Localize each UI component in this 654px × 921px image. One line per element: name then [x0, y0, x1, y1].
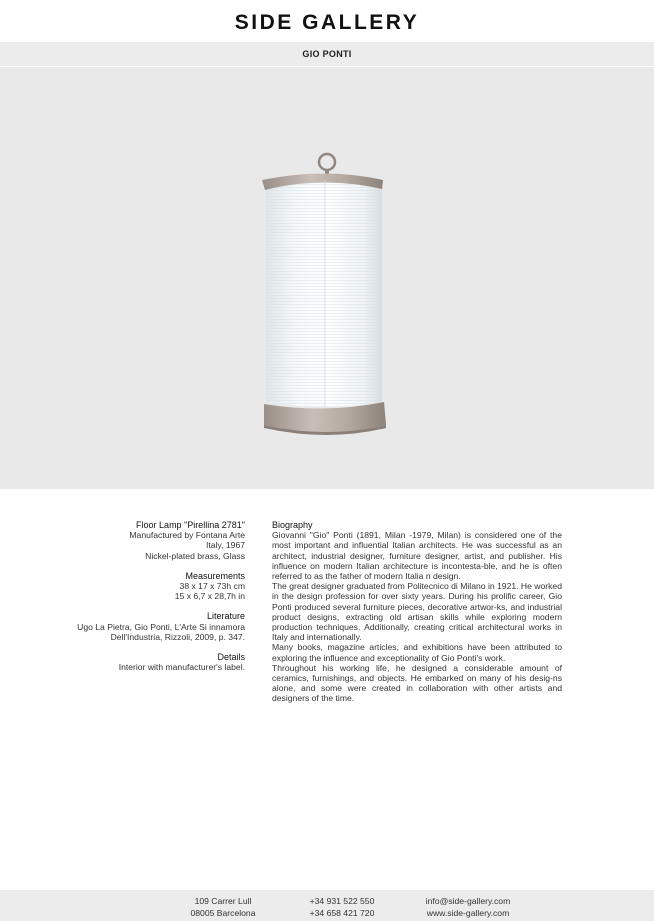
- address-line-1: 109 Carrer Lull: [194, 896, 252, 906]
- biography-heading: Biography: [272, 520, 313, 530]
- artwork-details: [40, 520, 245, 672]
- product-photo: [0, 67, 654, 489]
- literature-line-2: Dell'Industria, Rizzoli, 2009, p. 347.: [110, 631, 245, 642]
- biography-paragraph: The great designer graduated from Politecnico di Milano in 1921. He worked in the design profession for over sixty years. During his prolific career, Gio Ponti produced several furniture pieces, decorative artwor-ks, and industrial product designs, extracting old artisan skills while exploring modern production techniques. Additionally, creating critical architectural works in Italy and internationally.: [272, 581, 562, 643]
- materials: Nickel-plated brass, Glass: [145, 550, 245, 561]
- details-heading: Details: [217, 652, 245, 663]
- artist-bar: [0, 42, 654, 66]
- phone-1[interactable]: +34 931 522 550: [309, 896, 375, 906]
- website-link[interactable]: www.side-gallery.com: [426, 908, 510, 918]
- floor-lamp-icon: [0, 67, 654, 489]
- literature-heading: Literature: [206, 611, 245, 622]
- measurements-in: 15 x 6,7 x 28,7h in: [174, 591, 245, 602]
- artwork-title: Floor Lamp "Pirellina 2781": [136, 520, 245, 530]
- biography-paragraph: Many books, magazine articles, and exhibitions have been attributed to exploring the influence and exceptionality of Gio Ponti's work.: [272, 642, 562, 663]
- measurements-heading: Measurements: [185, 570, 245, 581]
- artist-name: GIO PONTI: [302, 49, 352, 59]
- footer-address: [178, 895, 268, 919]
- origin-year: Italy, 1967: [205, 540, 245, 551]
- manufacturer: Manufactured by Fontana Arte: [129, 530, 245, 541]
- biography: [272, 520, 562, 704]
- measurements-cm: 38 x 17 x 73h cm: [179, 581, 245, 592]
- address-line-2: 08005 Barcelona: [190, 908, 256, 918]
- footer-contact: [418, 895, 518, 919]
- footer: [0, 890, 654, 921]
- details-text: Interior with manufacturer's label.: [118, 662, 245, 673]
- biography-paragraph: Throughout his working life, he designed a considerable amount of ceramics, furnishings, and objects. He embarked on many of his desig-ns alone, and some were created in collaboration with other artists and designers of the time.: [272, 662, 562, 704]
- biography-paragraph: Giovanni "Gio" Ponti (1891, Milan -1979, Milan) is considered one of the most important and influential Italian architects. He was successful as an architect, industrial designer, furniture designer, artist, and publisher. His influence on modern Italian architecture is incontesta-ble, and he is often referred to as the father of modern Italia n design.: [272, 530, 562, 582]
- brand-logo: SIDE GALLERY: [234, 11, 420, 34]
- literature-line-1: Ugo La Pietra, Gio Ponti, L'Arte Si innamora: [77, 621, 245, 632]
- footer-phones: [300, 895, 384, 919]
- phone-2[interactable]: +34 658 421 720: [309, 908, 375, 918]
- email-link[interactable]: info@side-gallery.com: [425, 896, 511, 906]
